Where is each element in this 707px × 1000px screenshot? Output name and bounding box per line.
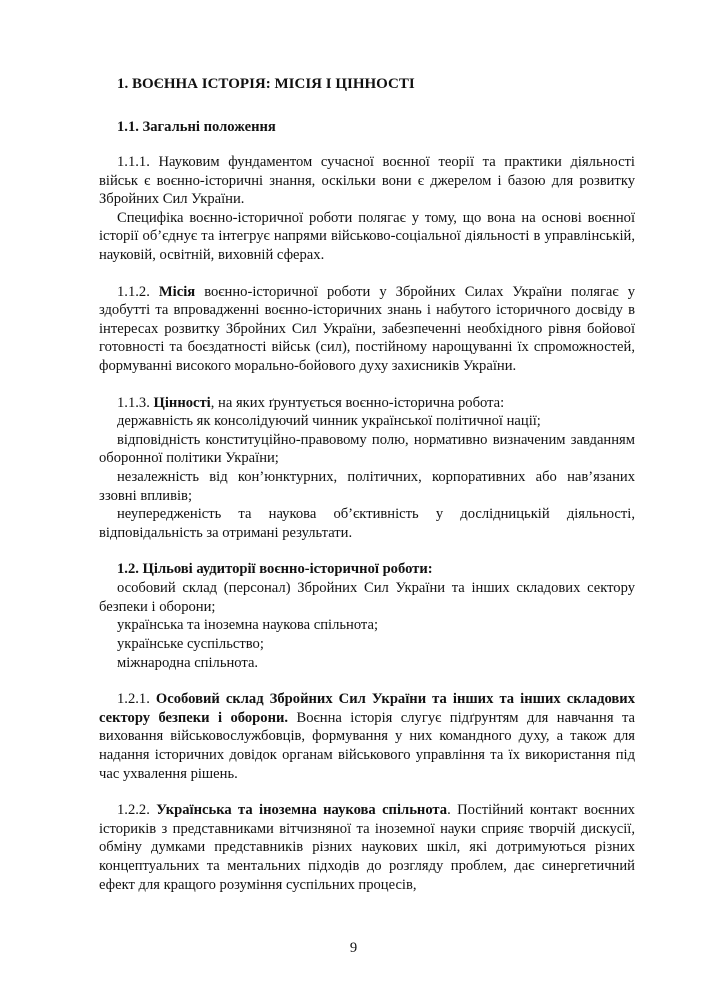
value-item: державність як консолідуючий чинник української політичної нації; xyxy=(117,413,541,430)
values-term: Цінності xyxy=(153,394,211,411)
audience-item: українська та іноземна наукова спільнота; xyxy=(117,617,379,634)
clause-number: 1.2.2. xyxy=(117,802,150,819)
page-number: 9 xyxy=(349,940,358,956)
audience-item: особовий склад (персонал) Збройних Сил України та інших складових сектору безпеки і оборони; xyxy=(99,580,635,615)
audience-item: міжнародна спільнота. xyxy=(117,654,259,671)
audience-item: українське суспільство; xyxy=(117,636,264,653)
clause-number: 1.1.2. xyxy=(117,283,150,300)
personnel-term: Особовий склад Збройних Сил України та інших та інших складових сектору безпеки і оборони. xyxy=(99,691,635,726)
personnel-text: Воєнна історія слугує підґрунтям для навчання та виховання військовослужбовців, формування у них командного духу, а також для надання історичних довідок органам військового управління та їх використання під час ухвалення рішень. xyxy=(99,709,636,782)
clause-number: 1.2.1. xyxy=(117,691,150,708)
subsection-heading-1-1: 1.1. Загальні положення xyxy=(117,119,276,135)
value-item: неупередженість та наукова об’єктивність у дослідницькій діяльності, відповідальність за отримані результати. xyxy=(99,506,635,541)
section-heading: 1. ВОЄННА ІСТОРІЯ: МІСІЯ І ЦІННОСТІ xyxy=(117,76,415,92)
paragraph-1-2-1 xyxy=(99,690,635,783)
paragraph-1-1-2 xyxy=(99,283,635,376)
value-item: незалежність від кон’юнктурних, політичних, корпоративних або нав’язаних ззовні впливів; xyxy=(99,468,635,504)
scientific-community-term: Українська та іноземна наукова спільнота xyxy=(156,802,448,819)
page-content xyxy=(99,74,635,894)
mission-term: Місія xyxy=(158,283,196,300)
subsection-heading-1-2: 1.2. Цільові аудиторії воєнно-історичної роботи: xyxy=(117,561,433,578)
mission-text: воєнно-історичної роботи у Збройних Силах України полягає у здобутті та впровадженні воєнно-історичних знань і набутого історичного досвіду в інтересах розвитку Збройних Сил України, забезпеченні необхідного рівня бойової готовності та боєздатності військ (сил), постійному нарощуванні їх спроможностей, формуванні високого морально-бойового духу захисників України. xyxy=(99,283,636,374)
paragraph-1-1-1: 1.1.1. Науковим фундаментом сучасної воєнної теорії та практики діяльності військ є воєнно-історичні знання, оскільки вони є джерелом і базою для розвитку Збройних Сил України. xyxy=(99,154,635,208)
values-intro: , на яких ґрунтується воєнно-історична робота: xyxy=(210,394,505,411)
clause-number: 1.1.3. xyxy=(117,394,150,411)
paragraph-specifics: Специфіка воєнно-історичної роботи полягає у тому, що вона на основі воєнної історії об’єднує та інтегрує напрями військово-соціальної діяльності в управлінській, науковій, освітній, виховній сферах. xyxy=(99,209,635,263)
paragraph-1-2-2 xyxy=(99,801,635,894)
scientific-community-text: . Постійний контакт воєнних істориків з представниками вітчизняної та іноземної науки сприяє творчій дискусії, обміну думками представників різних наукових шкіл, які дотримуються різних концептуальних та ментальних підходів до розгляду проблем, дає синергетичний ефект для кращого розуміння суспільних процесів, xyxy=(99,802,635,893)
value-item: відповідність конституційно-правовому полю, нормативно визначеним завданням оборонної політики України; xyxy=(99,431,635,467)
paragraph-1-1-3 xyxy=(99,394,635,413)
